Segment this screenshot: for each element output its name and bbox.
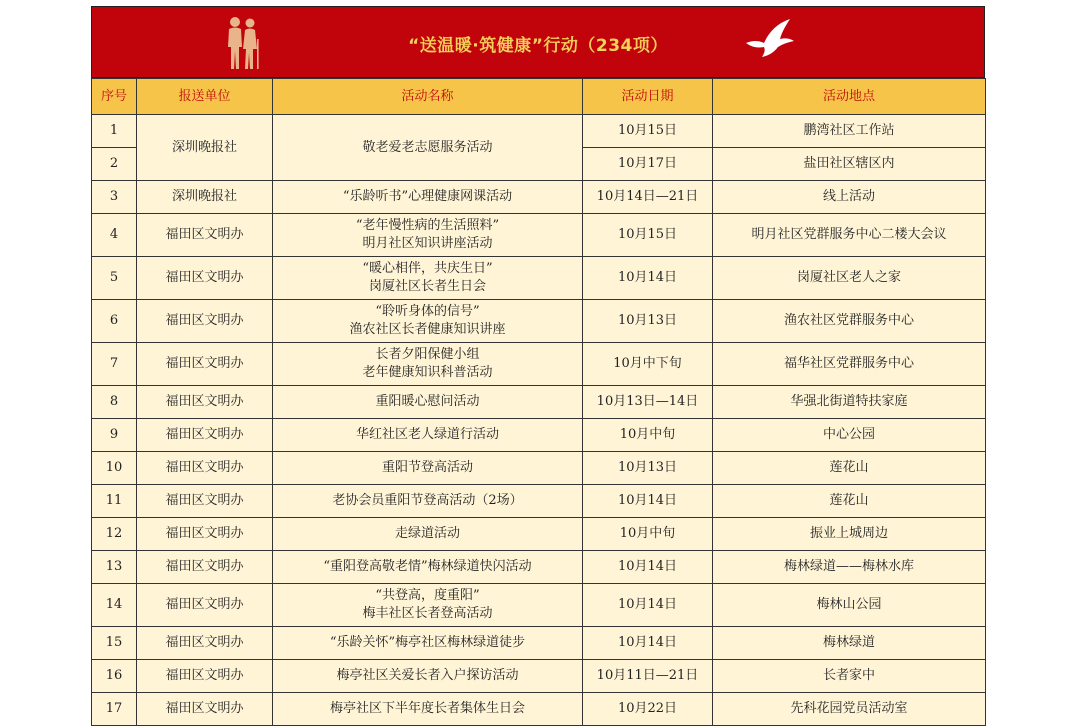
- cell-unit: 福田区文明办: [137, 693, 273, 726]
- cell-unit: 福田区文明办: [137, 419, 273, 452]
- cell-date: 10月14日: [583, 584, 713, 627]
- cell-no: 6: [92, 300, 137, 343]
- table-row: [92, 551, 986, 584]
- cell-date: 10月14日: [583, 257, 713, 300]
- table-row: [92, 257, 986, 300]
- cell-no: 16: [92, 660, 137, 693]
- cell-no: 7: [92, 343, 137, 386]
- table-row: [92, 343, 986, 386]
- table-row: [92, 181, 986, 214]
- cell-place: 线上活动: [713, 181, 986, 214]
- cell-place: 福华社区党群服务中心: [713, 343, 986, 386]
- cell-unit: 福田区文明办: [137, 386, 273, 419]
- table-row: [92, 584, 986, 627]
- cell-no: 12: [92, 518, 137, 551]
- cell-place: 华强北街道特扶家庭: [713, 386, 986, 419]
- cell-date: 10月中下旬: [583, 343, 713, 386]
- header-unit: 报送单位: [137, 79, 273, 115]
- cell-name: “老年慢性病的生活照料” 明月社区知识讲座活动: [273, 214, 583, 257]
- table-row: [92, 660, 986, 693]
- cell-place: 明月社区党群服务中心二楼大会议: [713, 214, 986, 257]
- cell-name: “聆听身体的信号” 渔农社区长者健康知识讲座: [273, 300, 583, 343]
- cell-unit: 福田区文明办: [137, 584, 273, 627]
- cell-no: 13: [92, 551, 137, 584]
- activity-table: [91, 78, 986, 726]
- cell-no: 1: [92, 115, 137, 148]
- cell-place: 盐田社区辖区内: [713, 148, 986, 181]
- cell-no: 10: [92, 452, 137, 485]
- cell-no: 3: [92, 181, 137, 214]
- cell-place: 鹏湾社区工作站: [713, 115, 986, 148]
- cell-date: 10月中旬: [583, 518, 713, 551]
- cell-no: 15: [92, 627, 137, 660]
- header-name: 活动名称: [273, 79, 583, 115]
- cell-name: 走绿道活动: [273, 518, 583, 551]
- cell-unit: 深圳晚报社: [137, 115, 273, 181]
- cell-unit: 福田区文明办: [137, 485, 273, 518]
- cell-no: 9: [92, 419, 137, 452]
- cell-place: 振业上城周边: [713, 518, 986, 551]
- cell-date: 10月15日: [583, 115, 713, 148]
- cell-unit: 福田区文明办: [137, 257, 273, 300]
- cell-unit: 福田区文明办: [137, 452, 273, 485]
- cell-place: 莲花山: [713, 485, 986, 518]
- cell-unit: 福田区文明办: [137, 343, 273, 386]
- cell-unit: 深圳晚报社: [137, 181, 273, 214]
- cell-no: 2: [92, 148, 137, 181]
- cell-date: 10月14日—21日: [583, 181, 713, 214]
- cell-name: 梅亭社区下半年度长者集体生日会: [273, 693, 583, 726]
- header-place: 活动地点: [713, 79, 986, 115]
- cell-unit: 福田区文明办: [137, 214, 273, 257]
- cell-no: 14: [92, 584, 137, 627]
- cell-no: 11: [92, 485, 137, 518]
- document-page: [91, 6, 985, 726]
- cell-name: 敬老爱老志愿服务活动: [273, 115, 583, 181]
- cell-unit: 福田区文明办: [137, 518, 273, 551]
- cell-place: 长者家中: [713, 660, 986, 693]
- table-row: [92, 419, 986, 452]
- table-row: [92, 214, 986, 257]
- cell-date: 10月13日: [583, 300, 713, 343]
- cell-no: 5: [92, 257, 137, 300]
- cell-unit: 福田区文明办: [137, 300, 273, 343]
- cell-date: 10月17日: [583, 148, 713, 181]
- table-row: [92, 115, 986, 148]
- cell-date: 10月22日: [583, 693, 713, 726]
- cell-name: “乐龄听书”心理健康网课活动: [273, 181, 583, 214]
- cell-place: 渔农社区党群服务中心: [713, 300, 986, 343]
- cell-date: 10月14日: [583, 627, 713, 660]
- table-row: [92, 452, 986, 485]
- cell-place: 莲花山: [713, 452, 986, 485]
- dove-icon: [742, 17, 798, 63]
- cell-unit: 福田区文明办: [137, 660, 273, 693]
- table-row: [92, 693, 986, 726]
- cell-date: 10月13日: [583, 452, 713, 485]
- cell-name: 梅亭社区关爱长者入户探访活动: [273, 660, 583, 693]
- cell-place: 先科花园党员活动室: [713, 693, 986, 726]
- cell-name: “重阳登高敬老情”梅林绿道快闪活动: [273, 551, 583, 584]
- header-date: 活动日期: [583, 79, 713, 115]
- cell-date: 10月中旬: [583, 419, 713, 452]
- table-row: [92, 386, 986, 419]
- banner-title: “送温暖·筑健康”行动（234项）: [408, 36, 668, 56]
- cell-unit: 福田区文明办: [137, 551, 273, 584]
- cell-date: 10月14日: [583, 551, 713, 584]
- cell-place: 梅林绿道: [713, 627, 986, 660]
- cell-name: “暖心相伴，共庆生日” 岗厦社区长者生日会: [273, 257, 583, 300]
- table-row: [92, 627, 986, 660]
- cell-date: 10月13日—14日: [583, 386, 713, 419]
- cell-name: 老协会员重阳节登高活动（2场）: [273, 485, 583, 518]
- cell-name: 华红社区老人绿道行活动: [273, 419, 583, 452]
- cell-name: “共登高，度重阳” 梅丰社区长者登高活动: [273, 584, 583, 627]
- cell-no: 8: [92, 386, 137, 419]
- cell-name: 长者夕阳保健小组 老年健康知识科普活动: [273, 343, 583, 386]
- cell-no: 4: [92, 214, 137, 257]
- table-row: [92, 300, 986, 343]
- table-header-row: [92, 79, 986, 115]
- cell-place: 岗厦社区老人之家: [713, 257, 986, 300]
- cell-date: 10月11日—21日: [583, 660, 713, 693]
- cell-date: 10月15日: [583, 214, 713, 257]
- cell-date: 10月14日: [583, 485, 713, 518]
- cell-place: 中心公园: [713, 419, 986, 452]
- table-row: [92, 485, 986, 518]
- header-no: 序号: [92, 79, 137, 115]
- cell-name: 重阳暖心慰问活动: [273, 386, 583, 419]
- title-banner: [91, 6, 985, 78]
- cell-place: 梅林绿道——梅林水库: [713, 551, 986, 584]
- table-row: [92, 518, 986, 551]
- cell-name: “乐龄关怀”梅亭社区梅林绿道徒步: [273, 627, 583, 660]
- cell-unit: 福田区文明办: [137, 627, 273, 660]
- cell-no: 17: [92, 693, 137, 726]
- cell-place: 梅林山公园: [713, 584, 986, 627]
- cell-name: 重阳节登高活动: [273, 452, 583, 485]
